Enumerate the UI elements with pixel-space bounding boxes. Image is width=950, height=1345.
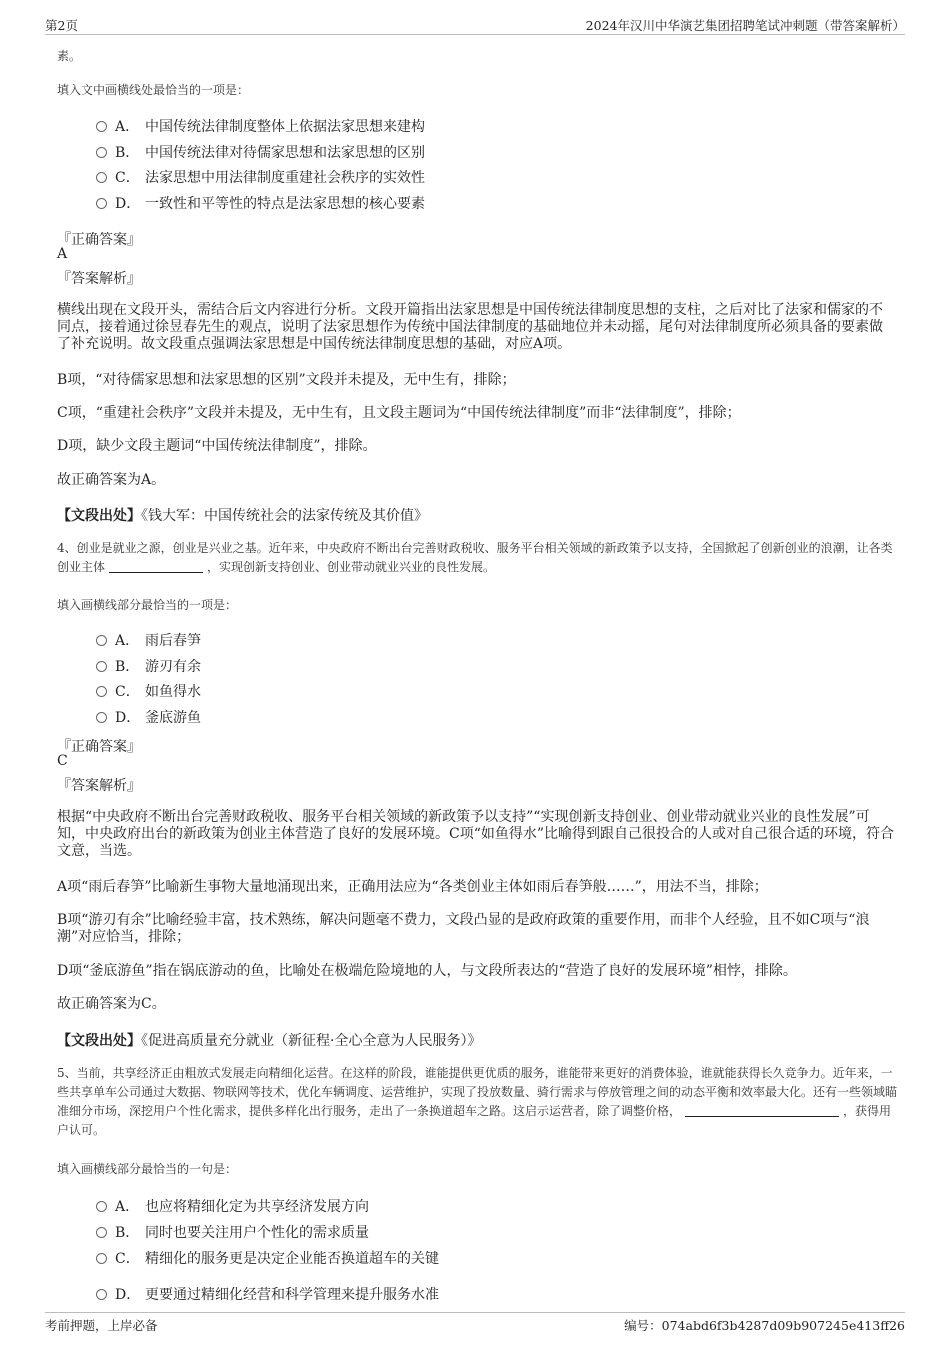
footer-slogan: 考前押题，上岸必备 — [45, 1318, 158, 1333]
page-footer — [45, 1312, 905, 1335]
q4-analysis-paragraph: B项“游刃有余”比喻经验丰富，技术熟练，解决问题毫不费力，文段凸显的是政府政策的重要作用，而非个人经验，且不如C项与“浪潮”对应恰当，排除； — [57, 912, 870, 945]
q4-analysis-heading: 『答案解析』 — [57, 778, 141, 794]
q3-option-d[interactable]: D． 一致性和平等性的特点是法家思想的核心要素 — [96, 193, 425, 213]
q3-option-c[interactable]: C． 法家思想中用法律制度重建社会秩序的实效性 — [96, 167, 425, 187]
footer-serial: 编号：074abd6f3b4287d09b907245e413ff26 — [624, 1318, 905, 1333]
q4-source: 【文段出处】《促进高质量充分就业（新征程·全心全意为人民服务）》 — [57, 1033, 482, 1049]
q3-analysis-paragraph: 横线出现在文段开头，需结合后文内容进行分析。文段开篇指出法家思想是中国传统法律制度思想的支柱，之后对比了法家和儒家的不同点，接着通过徐昱春先生的观点，说明了法家思想作为传统中国法律制度的基础地位并未动摇，尾句对法律制度所必须具备的要素做了补充说明。故文段重点强调法家思想是中国传统法律制度思想的基础，对应A项。 — [57, 302, 883, 352]
radio-button[interactable] — [96, 712, 107, 723]
page-header — [45, 14, 905, 35]
q3-analysis-paragraph: B项，“对待儒家思想和法家思想的区别”文段并未提及，无中生有，排除； — [57, 372, 516, 388]
q3-analysis-heading: 『答案解析』 — [57, 271, 141, 287]
page-number: 第2页 — [45, 18, 78, 33]
radio-button[interactable] — [96, 686, 107, 697]
q5-question-text: 5、当前，共享经济正由粗放式发展走向精细化运营。在这样的阶段，谁能提供更优质的服务，谁能带来更好的消费体验，谁就能获得长久竞争力。近年来，一些共享单车公司通过大数据、物联网等技术，优化车辆调度、运营维护，实现了投放数量、骑行需求与停放管理之间的动态平衡和效率最大化。还有一些领域瞄准细分市场，深挖用户个性化需求，提供多样化出行服务，走出了一条换道超车之路。这启示运营者，除了调整价格， ，获得用户认可。 — [57, 1066, 898, 1137]
q5-option-a[interactable]: A． 也应将精细化定为共享经济发展方向 — [96, 1196, 369, 1216]
q3-option-a[interactable]: A． 中国传统法律制度整体上依据法家思想来建构 — [96, 116, 425, 136]
q3-analysis-paragraph: 故正确答案为A。 — [57, 472, 166, 488]
q4-answer: C — [57, 753, 68, 769]
radio-button[interactable] — [96, 1289, 107, 1300]
radio-button[interactable] — [96, 147, 107, 158]
q4-option-a[interactable]: A． 雨后春笋 — [96, 630, 201, 650]
q5-option-c[interactable]: C． 精细化的服务更是决定企业能否换道超车的关键 — [96, 1248, 439, 1268]
q4-option-c[interactable]: C． 如鱼得水 — [96, 681, 201, 701]
answer-blank — [109, 560, 203, 573]
radio-button[interactable] — [96, 1253, 107, 1264]
q5-option-b[interactable]: B． 同时也要关注用户个性化的需求质量 — [96, 1222, 369, 1242]
radio-button[interactable] — [96, 635, 107, 646]
q3-source: 【文段出处】《钱大军：中国传统社会的法家传统及其价值》 — [57, 508, 428, 524]
radio-button[interactable] — [96, 1201, 107, 1212]
document-title: 2024年汉川中华演艺集团招聘笔试冲刺题（带答案解析） — [585, 18, 905, 33]
radio-button[interactable] — [96, 172, 107, 183]
answer-blank — [685, 1104, 839, 1117]
q3-prompt: 填入文中画横线处最恰当的一项是： — [57, 83, 250, 97]
q4-analysis-paragraph: D项“釜底游鱼”指在锅底游动的鱼，比喻处在极端危险境地的人，与文段所表达的“营造了良好的发展环境”相悖，排除。 — [57, 963, 797, 979]
q4-analysis-paragraph: 故正确答案为C。 — [57, 996, 166, 1012]
q3-analysis-paragraph: C项，“重建社会秩序”文段并未提及，无中生有，且文段主题词为“中国传统法律制度”而非“法律制度”，排除； — [57, 405, 741, 421]
q4-question-text: 4、创业是就业之源，创业是兴业之基。近年来，中央政府不断出台完善财政税收、服务平台相关领域的新政策予以支持，全国掀起了创新创业的浪潮，让各类创业主体 ，实现创新支持创业、创业带动就业兴业的良性发展。 — [57, 541, 893, 574]
radio-button[interactable] — [96, 198, 107, 209]
q3-option-b[interactable]: B． 中国传统法律对待儒家思想和法家思想的区别 — [96, 142, 425, 162]
q3-answer: A — [57, 246, 68, 262]
q4-analysis-paragraph: A项“雨后春笋”比喻新生事物大量地涌现出来，正确用法应为“各类创业主体如雨后春笋般……”，用法不当，排除； — [57, 879, 768, 895]
radio-button[interactable] — [96, 121, 107, 132]
q4-answer-heading: 『正确答案』 — [57, 739, 141, 755]
q3-analysis-paragraph: D项，缺少文段主题词“中国传统法律制度”，排除。 — [57, 438, 377, 454]
q3-answer-heading: 『正确答案』 — [57, 232, 141, 248]
q5-prompt: 填入画横线部分最恰当的一句是： — [57, 1162, 238, 1176]
q4-option-b[interactable]: B． 游刃有余 — [96, 656, 201, 676]
q3-tail-text: 素。 — [57, 49, 82, 63]
q4-prompt: 填入画横线部分最恰当的一项是： — [57, 598, 238, 612]
q5-option-d[interactable]: D． 更要通过精细化经营和科学管理来提升服务水准 — [96, 1284, 439, 1304]
radio-button[interactable] — [96, 1227, 107, 1238]
q4-analysis-paragraph: 根据“中央政府不断出台完善财政税收、服务平台相关领域的新政策予以支持”“实现创新支持创业、创业带动就业兴业的良性发展”可知，中央政府出台的新政策为创业主体营造了良好的发展环境。C项“如鱼得水”比喻得到跟自己很投合的人或对自己很合适的环境，符合文意，当选。 — [57, 809, 895, 859]
q4-option-d[interactable]: D． 釜底游鱼 — [96, 707, 201, 727]
radio-button[interactable] — [96, 661, 107, 672]
